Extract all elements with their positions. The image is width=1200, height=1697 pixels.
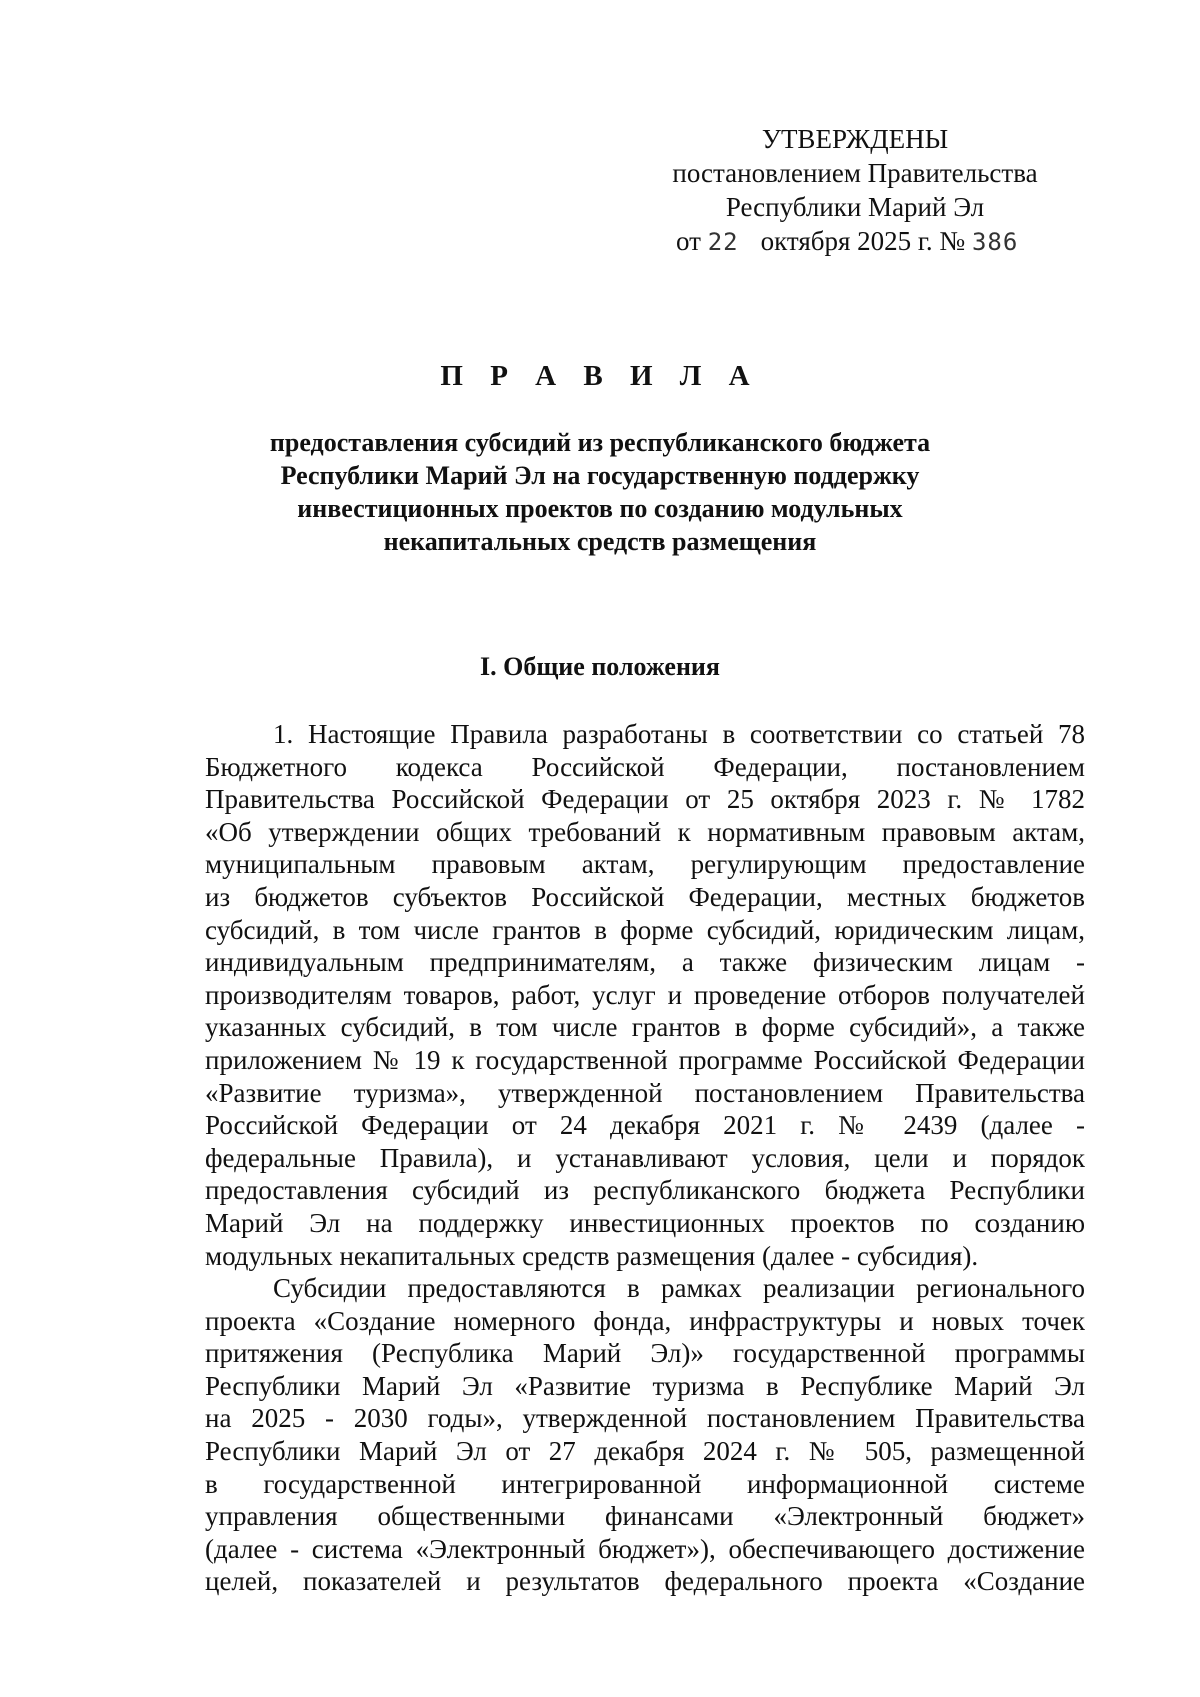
subtitle-line: предоставления субсидий из республиканского бюджета [269, 428, 931, 457]
paragraph-1-line: субсидий, в том числе грантов в форме субсидий, юридическим лицам, [205, 914, 1085, 945]
paragraph-2-line: на 2025 - 2030 годы», утвержденной постановлением Правительства [205, 1403, 1085, 1434]
paragraph-1-line: из бюджетов субъектов Российской Федерации, местных бюджетов [205, 881, 1085, 912]
paragraph-1-line: приложением № 19 к государственной программе Российской Федерации [205, 1044, 1085, 1075]
paragraph-2-line: целей, показателей и результатов федерального проекта «Создание [205, 1566, 1085, 1597]
paragraph-1-line: муниципальным правовым актам, регулирующим предоставление [205, 849, 1085, 880]
approval-block [640, 122, 1070, 259]
approval-line-2: Республики Марий Эл [725, 192, 985, 222]
paragraph-2-line: Субсидии предоставляются в рамках реализации регионального [273, 1273, 1085, 1304]
paragraph-1-line: «Развитие туризма», утвержденной постановлением Правительства [205, 1077, 1085, 1108]
approval-title: УТВЕРЖДЕНЫ [761, 124, 949, 154]
document-number: 386 [971, 228, 1019, 256]
approval-date-line [640, 224, 1070, 259]
paragraph-2-line: притяжения (Республика Марий Эл)» государственной программы [205, 1338, 1085, 1369]
subtitle-line: инвестиционных проектов по созданию модульных [297, 494, 903, 523]
paragraph-1-line: «Об утверждении общих требований к нормативным правовым актам, [205, 816, 1085, 847]
date-prefix: от [676, 226, 701, 256]
paragraph-1-line: 1. Настоящие Правила разработаны в соответствии со статьей 78 [273, 719, 1085, 749]
paragraph-1-line: индивидуальным предпринимателям, а также физическим лицам - [205, 947, 1085, 978]
paragraph-1-line: Правительства Российской Федерации от 25 октября 2023 г. № 1782 [205, 784, 1085, 815]
paragraph-2-line: Республики Марий Эл от 27 декабря 2024 г. № 505, размещенной [205, 1436, 1085, 1467]
document-subtitle [200, 426, 1000, 558]
paragraph-1-line: федеральные Правила), и устанавливают условия, цели и порядок [205, 1142, 1085, 1173]
document-title: П Р А В И Л А [440, 360, 760, 392]
paragraph-1-line: предоставления субсидий из республиканского бюджета Республики [205, 1175, 1085, 1206]
paragraph-1-line: модульных некапитальных средств размещения (далее - субсидия). [205, 1240, 979, 1271]
paragraph-2-line: проекта «Создание номерного фонда, инфраструктуры и новых точек [205, 1305, 1085, 1336]
paragraph-2-line: управления общественными финансами «Электронный бюджет» [205, 1501, 1085, 1532]
section-heading: I. Общие положения [480, 652, 720, 681]
paragraph-1-line: Бюджетного кодекса Российской Федерации, постановлением [205, 751, 1085, 782]
paragraph-2-line: в государственной интегрированной информационной системе [205, 1468, 1085, 1499]
paragraph-1-line: указанных субсидий, в том числе грантов в форме субсидий», а также [205, 1012, 1085, 1043]
paragraph-1-line: Марий Эл на поддержку инвестиционных проектов по созданию [205, 1207, 1085, 1238]
paragraph-1-line: Российской Федерации от 24 декабря 2021 г. № 2439 (далее - [205, 1110, 1085, 1141]
subtitle-line: некапитальных средств размещения [383, 527, 817, 556]
paragraph-1-line: производителям товаров, работ, услуг и проведение отборов получателей [205, 979, 1085, 1010]
approval-line-1: постановлением Правительства [672, 158, 1038, 188]
paragraph-2-line: Республики Марий Эл «Развитие туризма в Республике Марий Эл [205, 1370, 1085, 1401]
paragraph-2-line: (далее - система «Электронный бюджет»), обеспечивающего достижение [205, 1533, 1085, 1564]
subtitle-line: Республики Марий Эл на государственную поддержку [280, 461, 920, 490]
date-day: 22 [707, 228, 739, 256]
body-text [205, 718, 1085, 1598]
date-month-year: октября 2025 г. № [760, 226, 966, 256]
